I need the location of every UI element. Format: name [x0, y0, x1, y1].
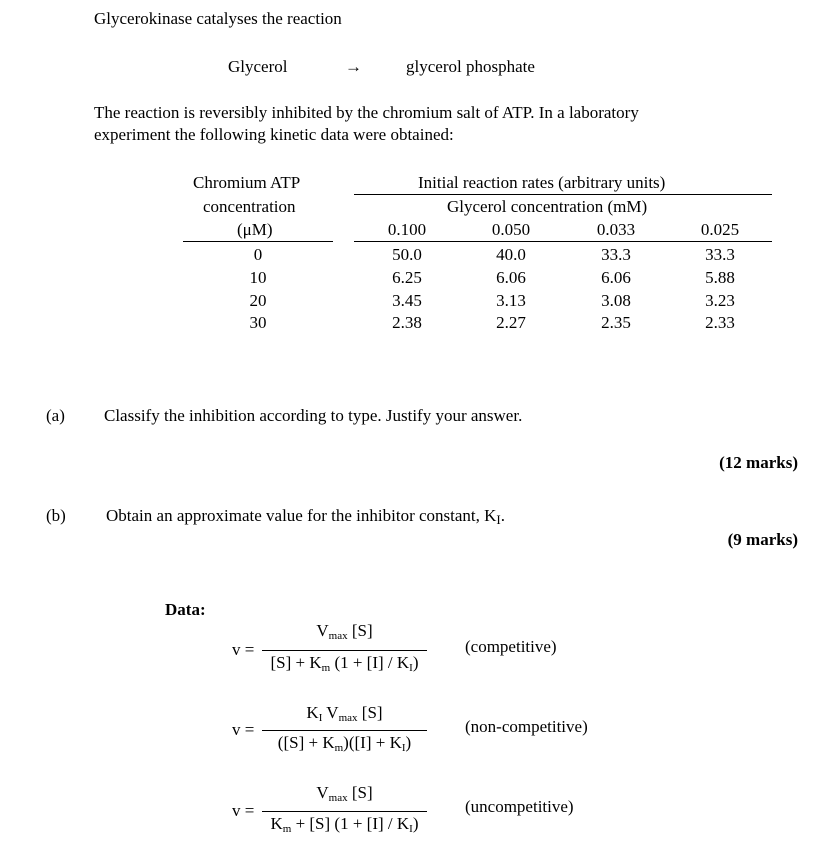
question-a-label: (a)	[46, 406, 65, 425]
equation-type-label: (non-competitive)	[465, 717, 588, 736]
equation-numerator: $K_I$ $V_{max}$ [S]	[306, 703, 383, 724]
glycerol-conc-1: 0.100	[387, 220, 427, 239]
question-b-label: (b)	[46, 506, 66, 525]
table-row-conc: 30	[249, 313, 267, 332]
table-cell: 2.27	[496, 313, 526, 332]
data-heading: Data:	[165, 600, 206, 619]
table-cell: 2.38	[392, 313, 422, 332]
table-cell: 2.35	[601, 313, 631, 332]
table-cell: 2.33	[705, 313, 735, 332]
table-row-conc: 20	[249, 291, 267, 310]
table-cell: 6.06	[496, 268, 526, 287]
table-cell: 6.06	[601, 268, 631, 287]
table-cell: 3.08	[601, 291, 631, 310]
fraction-bar	[262, 730, 427, 731]
left-header-line-3: (μM)	[237, 220, 273, 239]
equation-lhs: v =	[232, 801, 255, 820]
right-header-subtitle: Glycerol concentration (mM)	[447, 197, 648, 216]
equation-denominator: $K_m + [S] (1 + [I] / K_I)$	[270, 814, 419, 835]
table-cell: 3.13	[496, 291, 526, 310]
left-header-line-2: concentration	[203, 197, 296, 216]
equation-numerator: $V_{max}$ [S]	[316, 621, 373, 642]
left-header-line-1: Chromium ATP	[193, 173, 301, 192]
table-cell: 6.25	[392, 268, 422, 287]
table-cell: 50.0	[392, 245, 422, 264]
question-b-marks: (9 marks)	[727, 530, 798, 549]
equation-type-label: (competitive)	[465, 637, 557, 656]
equation-denominator: $[S] + K_m$ $(1 + [I] / K_I)$	[270, 653, 419, 674]
paragraph-line-1: The reaction is reversibly inhibited by the chromium salt of ATP. In a laboratory	[94, 103, 639, 122]
right-header-rule-bottom	[354, 241, 772, 242]
equation-denominator: $([S] + K_m)([I] + K_I)$	[277, 733, 412, 754]
left-header-rule	[183, 241, 333, 242]
table-row-conc: 10	[249, 268, 267, 287]
reaction-arrow: →	[345, 57, 362, 76]
table-cell: 5.88	[705, 268, 735, 287]
table-row-conc: 0	[253, 245, 263, 264]
table-cell: 33.3	[705, 245, 735, 264]
table-cell: 3.23	[705, 291, 735, 310]
table-cell: 33.3	[601, 245, 631, 264]
equation-lhs: v =	[232, 720, 255, 739]
right-header-rule-top	[354, 194, 772, 195]
fraction-bar	[262, 811, 427, 812]
intro-text: Glycerokinase catalyses the reaction	[94, 9, 342, 28]
paragraph-line-2: experiment the following kinetic data were obtained:	[94, 125, 454, 144]
equation-type-label: (uncompetitive)	[465, 797, 574, 816]
right-header-title: Initial reaction rates (arbitrary units)	[418, 173, 666, 192]
glycerol-conc-4: 0.025	[700, 220, 740, 239]
question-a-marks: (12 marks)	[719, 453, 798, 472]
table-cell: 3.45	[392, 291, 422, 310]
reaction-product: glycerol phosphate	[406, 57, 535, 76]
glycerol-conc-3: 0.033	[596, 220, 636, 239]
glycerol-conc-2: 0.050	[491, 220, 531, 239]
question-a-text: Classify the inhibition according to type. Justify your answer.	[104, 406, 523, 425]
question-b-text: Obtain an approximate value for the inhibitor constant, $K_I$.	[106, 506, 506, 527]
reaction-substrate: Glycerol	[228, 57, 288, 76]
equation-lhs: v =	[232, 640, 255, 659]
table-cell: 40.0	[496, 245, 526, 264]
fraction-bar	[262, 650, 427, 651]
equation-numerator: $V_{max}$ [S]	[316, 783, 373, 804]
